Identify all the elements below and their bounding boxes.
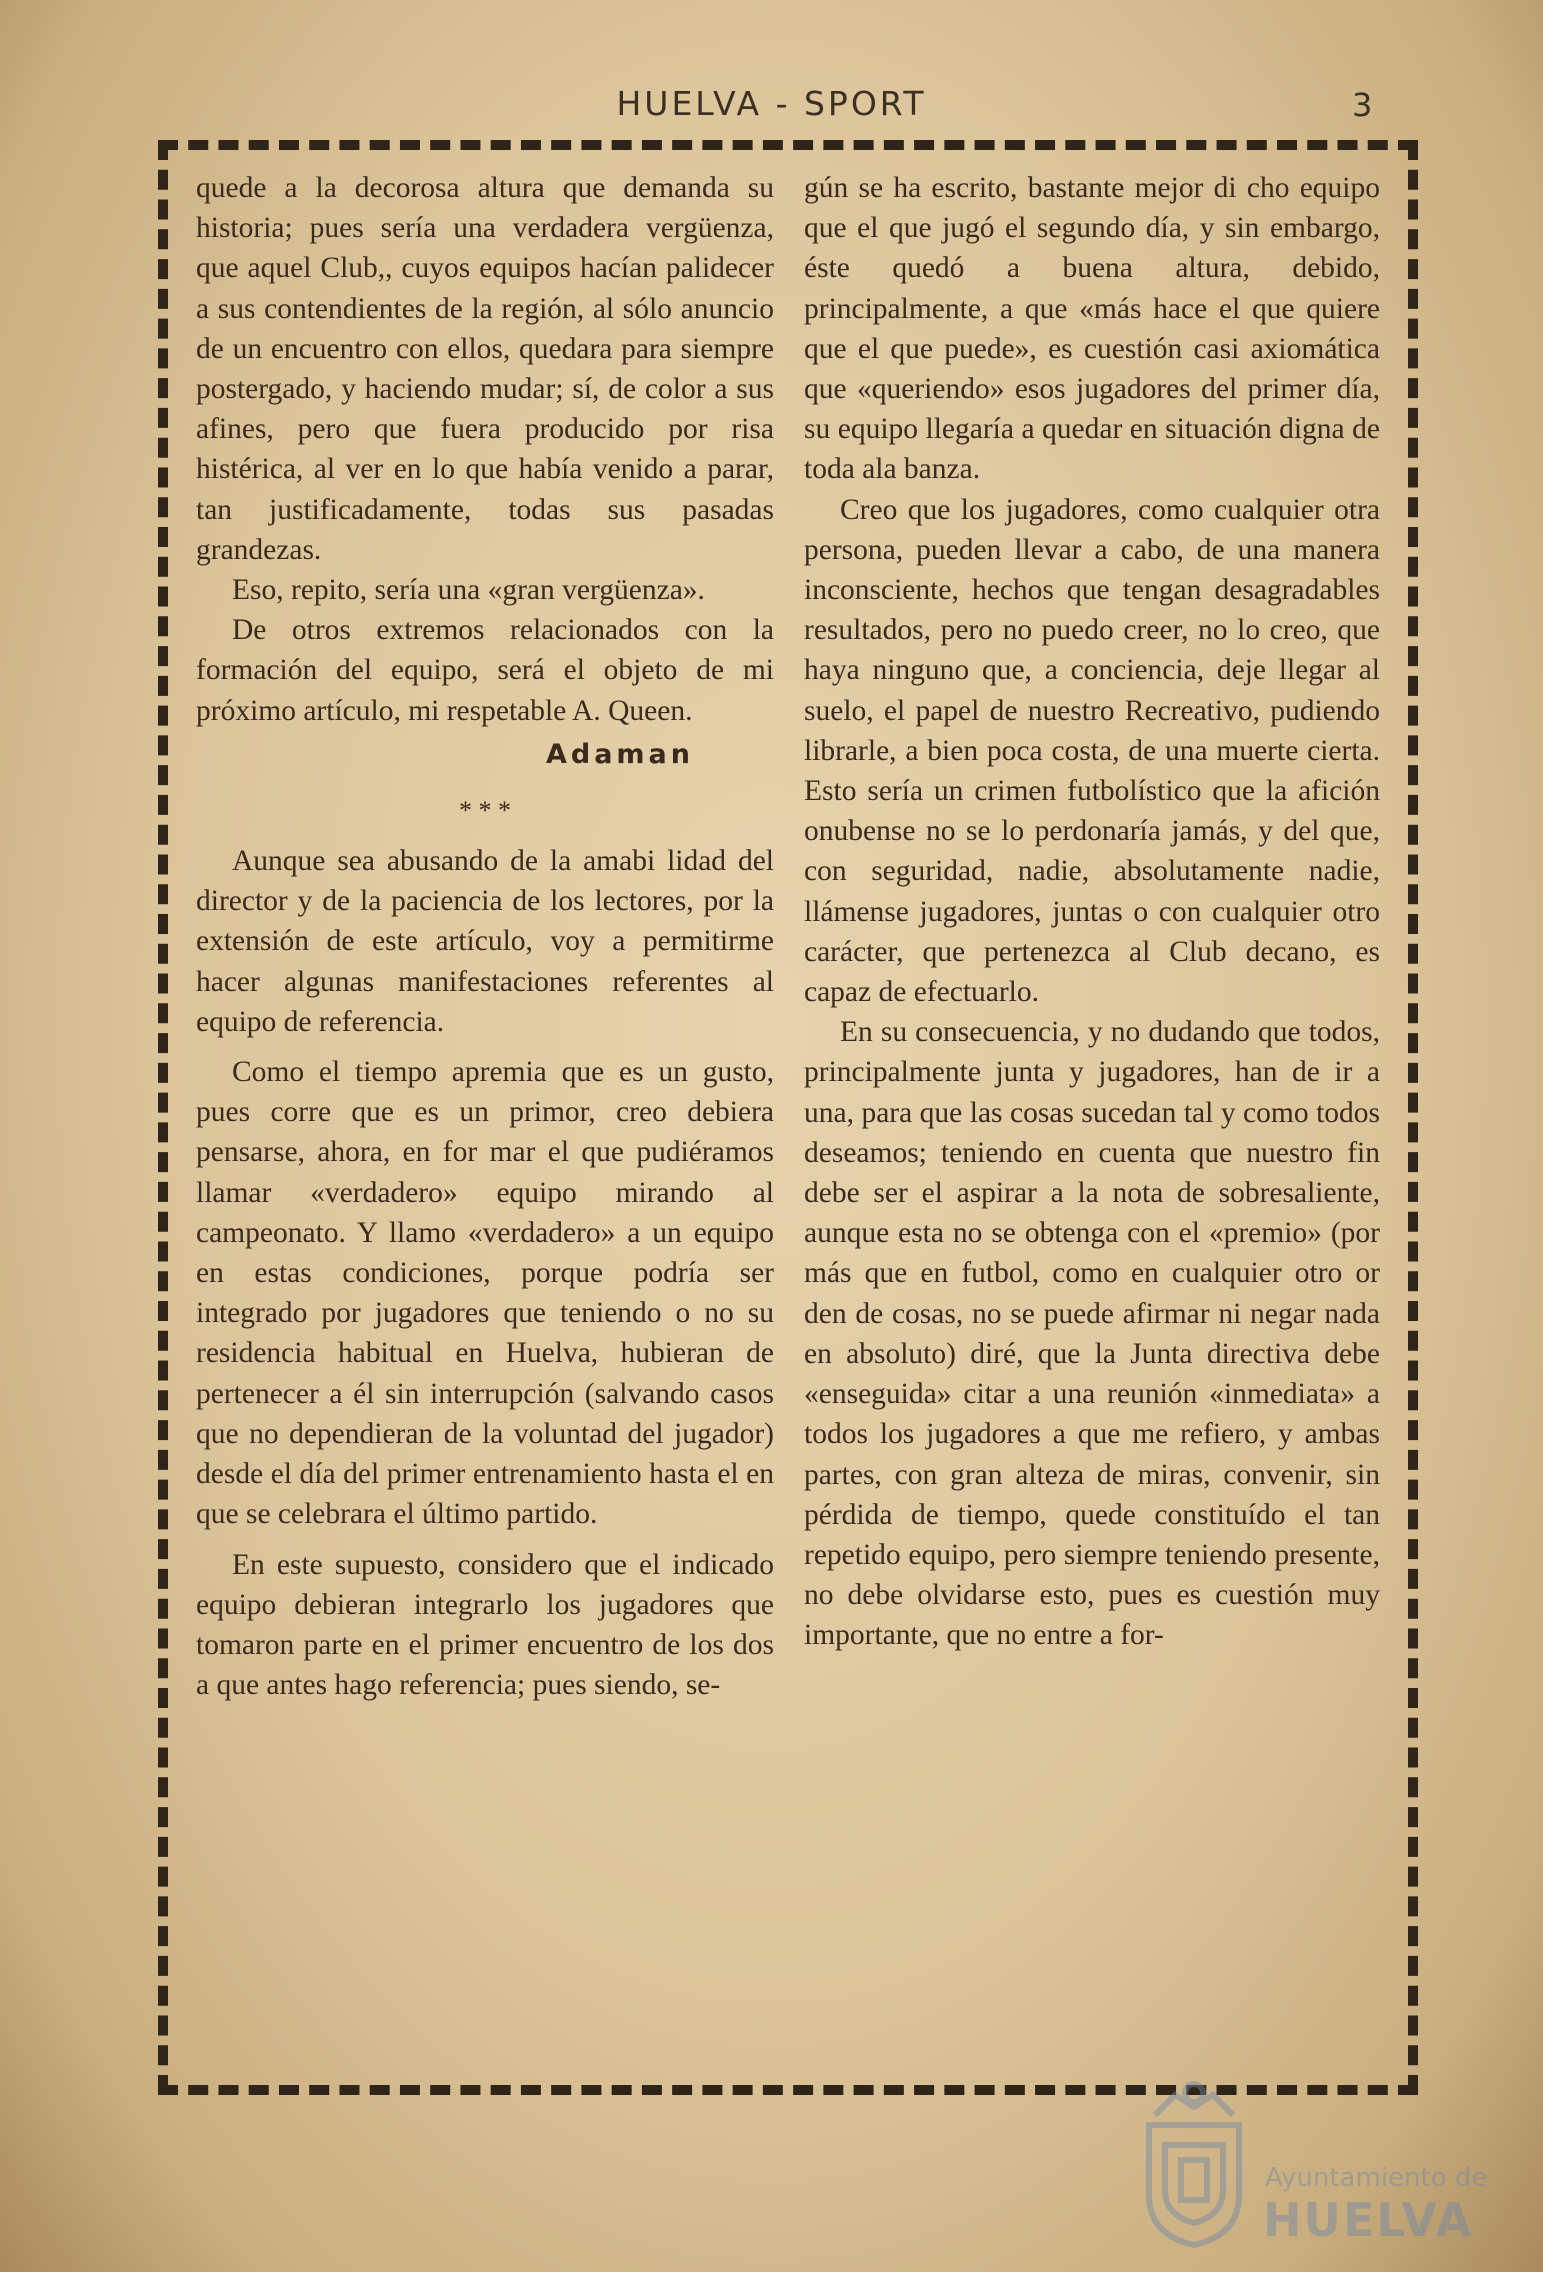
- right-column: [804, 168, 1380, 2078]
- left-paragraph-2: Eso, repito, sería una «gran vergüenza».: [232, 574, 705, 607]
- right-paragraph-1: gún se ha escrito, bastante mejor di cho equipo que el que jugó el segundo día, y sin embargo, éste quedó a buena altura, debido, principalmente, a que «más hace el que quiere que el que puede», es cuestión casi axiomática que «queriendo» esos jugadores del primer día, su equipo llegaría a quedar en situación digna de toda ala banza.: [804, 172, 1380, 486]
- right-paragraph-3: En su consecuencia, y no dudando que todos, principalmente junta y jugadores, han de ir a una, para que las cosas sucedan tal y como todos deseamos; teniendo en cuenta que nuestro fin debe ser el aspirar a la nota de sobresaliente, aunque esta no se obtenga con el «premio» (por más que en futbol, como en cualquier otro or den de cosas, no se puede afirmar ni negar nada en absoluto) diré, que la Junta directiva debe «enseguida» citar a una reunión «inmediata» a todos los jugadores a que me refiero, y ambas partes, con gran alteza de miras, convenir, sin pérdida de tiempo, quede constituído el tan repetido equipo, pero siempre teniendo presente, no debe olvidarse esto, pues es cuestión muy importante, que no entre a for-: [804, 1016, 1380, 1652]
- left-column: [196, 168, 774, 2078]
- left-paragraph-5: Como el tiempo apremia que es un gusto, pues corre que es un primor, creo debiera pensarse, ahora, en for mar el que pudiéramos llamar «verdadero» equipo mirando al campeonato. Y llamo «verdadero» a un equipo en estas condiciones, porque podría ser integrado por jugadores que teniendo o no su residencia habitual en Huelva, hubieran de pertenecer a él sin interrupción (salvando casos que no dependieran de la voluntad del jugador) desde el día del primer entrenamiento hasta el en que se celebrara el último partido.: [196, 1056, 774, 1531]
- author-signature: Adaman: [545, 738, 694, 770]
- left-paragraph-3: De otros extremos relacionados con la formación del equipo, será el objeto de mi próximo artículo, mi respetable A. Queen.: [196, 614, 774, 727]
- page-number: 3: [1352, 86, 1373, 124]
- watermark-line-1: Ayuntamiento de: [1265, 2163, 1488, 2193]
- section-separator: * * *: [459, 796, 511, 826]
- left-paragraph-1: quede a la decorosa altura que demanda su historia; pues sería una verdadera vergüenza, que aquel Club,, cuyos equipos hacían palidecer a sus contendientes de la región, al sólo anuncio de un encuentro con ellos, quedara para siempre postergado, y haciendo mudar; sí, de color a sus afines, pero que fuera producido por risa histérica, al ver en lo que había venido a parar, tan justificadamente, todas sus pasadas grandezas.: [196, 172, 774, 566]
- huelva-coat-of-arms-icon: [1135, 2075, 1253, 2250]
- right-paragraph-2: Creo que los jugadores, como cualquier otra persona, pueden llevar a cabo, de una manera inconsciente, hechos que tengan desagradables resultados, pero no puedo creer, no lo creo, que haya ninguno que, a conciencia, deje llegar al suelo, el papel de nuestro Recreativo, pudiendo librarle, a bien poca costa, de una muerte cierta. Esto sería un crimen futbolístico que la afición onubense no se lo perdonaría jamás, y del que, con seguridad, nadie, absolutamente nadie, llámense jugadores, juntas o con cualquier otro carácter, que pertenezca al Club decano, es capaz de efectuarlo.: [804, 493, 1380, 1009]
- left-paragraph-6: En este supuesto, considero que el indicado equipo debieran integrarlo los jugadores que tomaron parte en el primer encuentro de los dos a que antes hago referencia; pues siendo, se-: [196, 1548, 774, 1702]
- left-paragraph-4: Aunque sea abusando de la amabi lidad del director y de la paciencia de los lectores, por la extensión de este artículo, voy a permitirme hacer algunas manifestaciones referentes al equipo de referencia.: [196, 845, 774, 1038]
- publication-title: HUELVA - SPORT: [616, 84, 927, 123]
- page-header: [0, 84, 1543, 134]
- archive-watermark: [1135, 2065, 1515, 2265]
- watermark-line-2: HUELVA: [1263, 2193, 1474, 2247]
